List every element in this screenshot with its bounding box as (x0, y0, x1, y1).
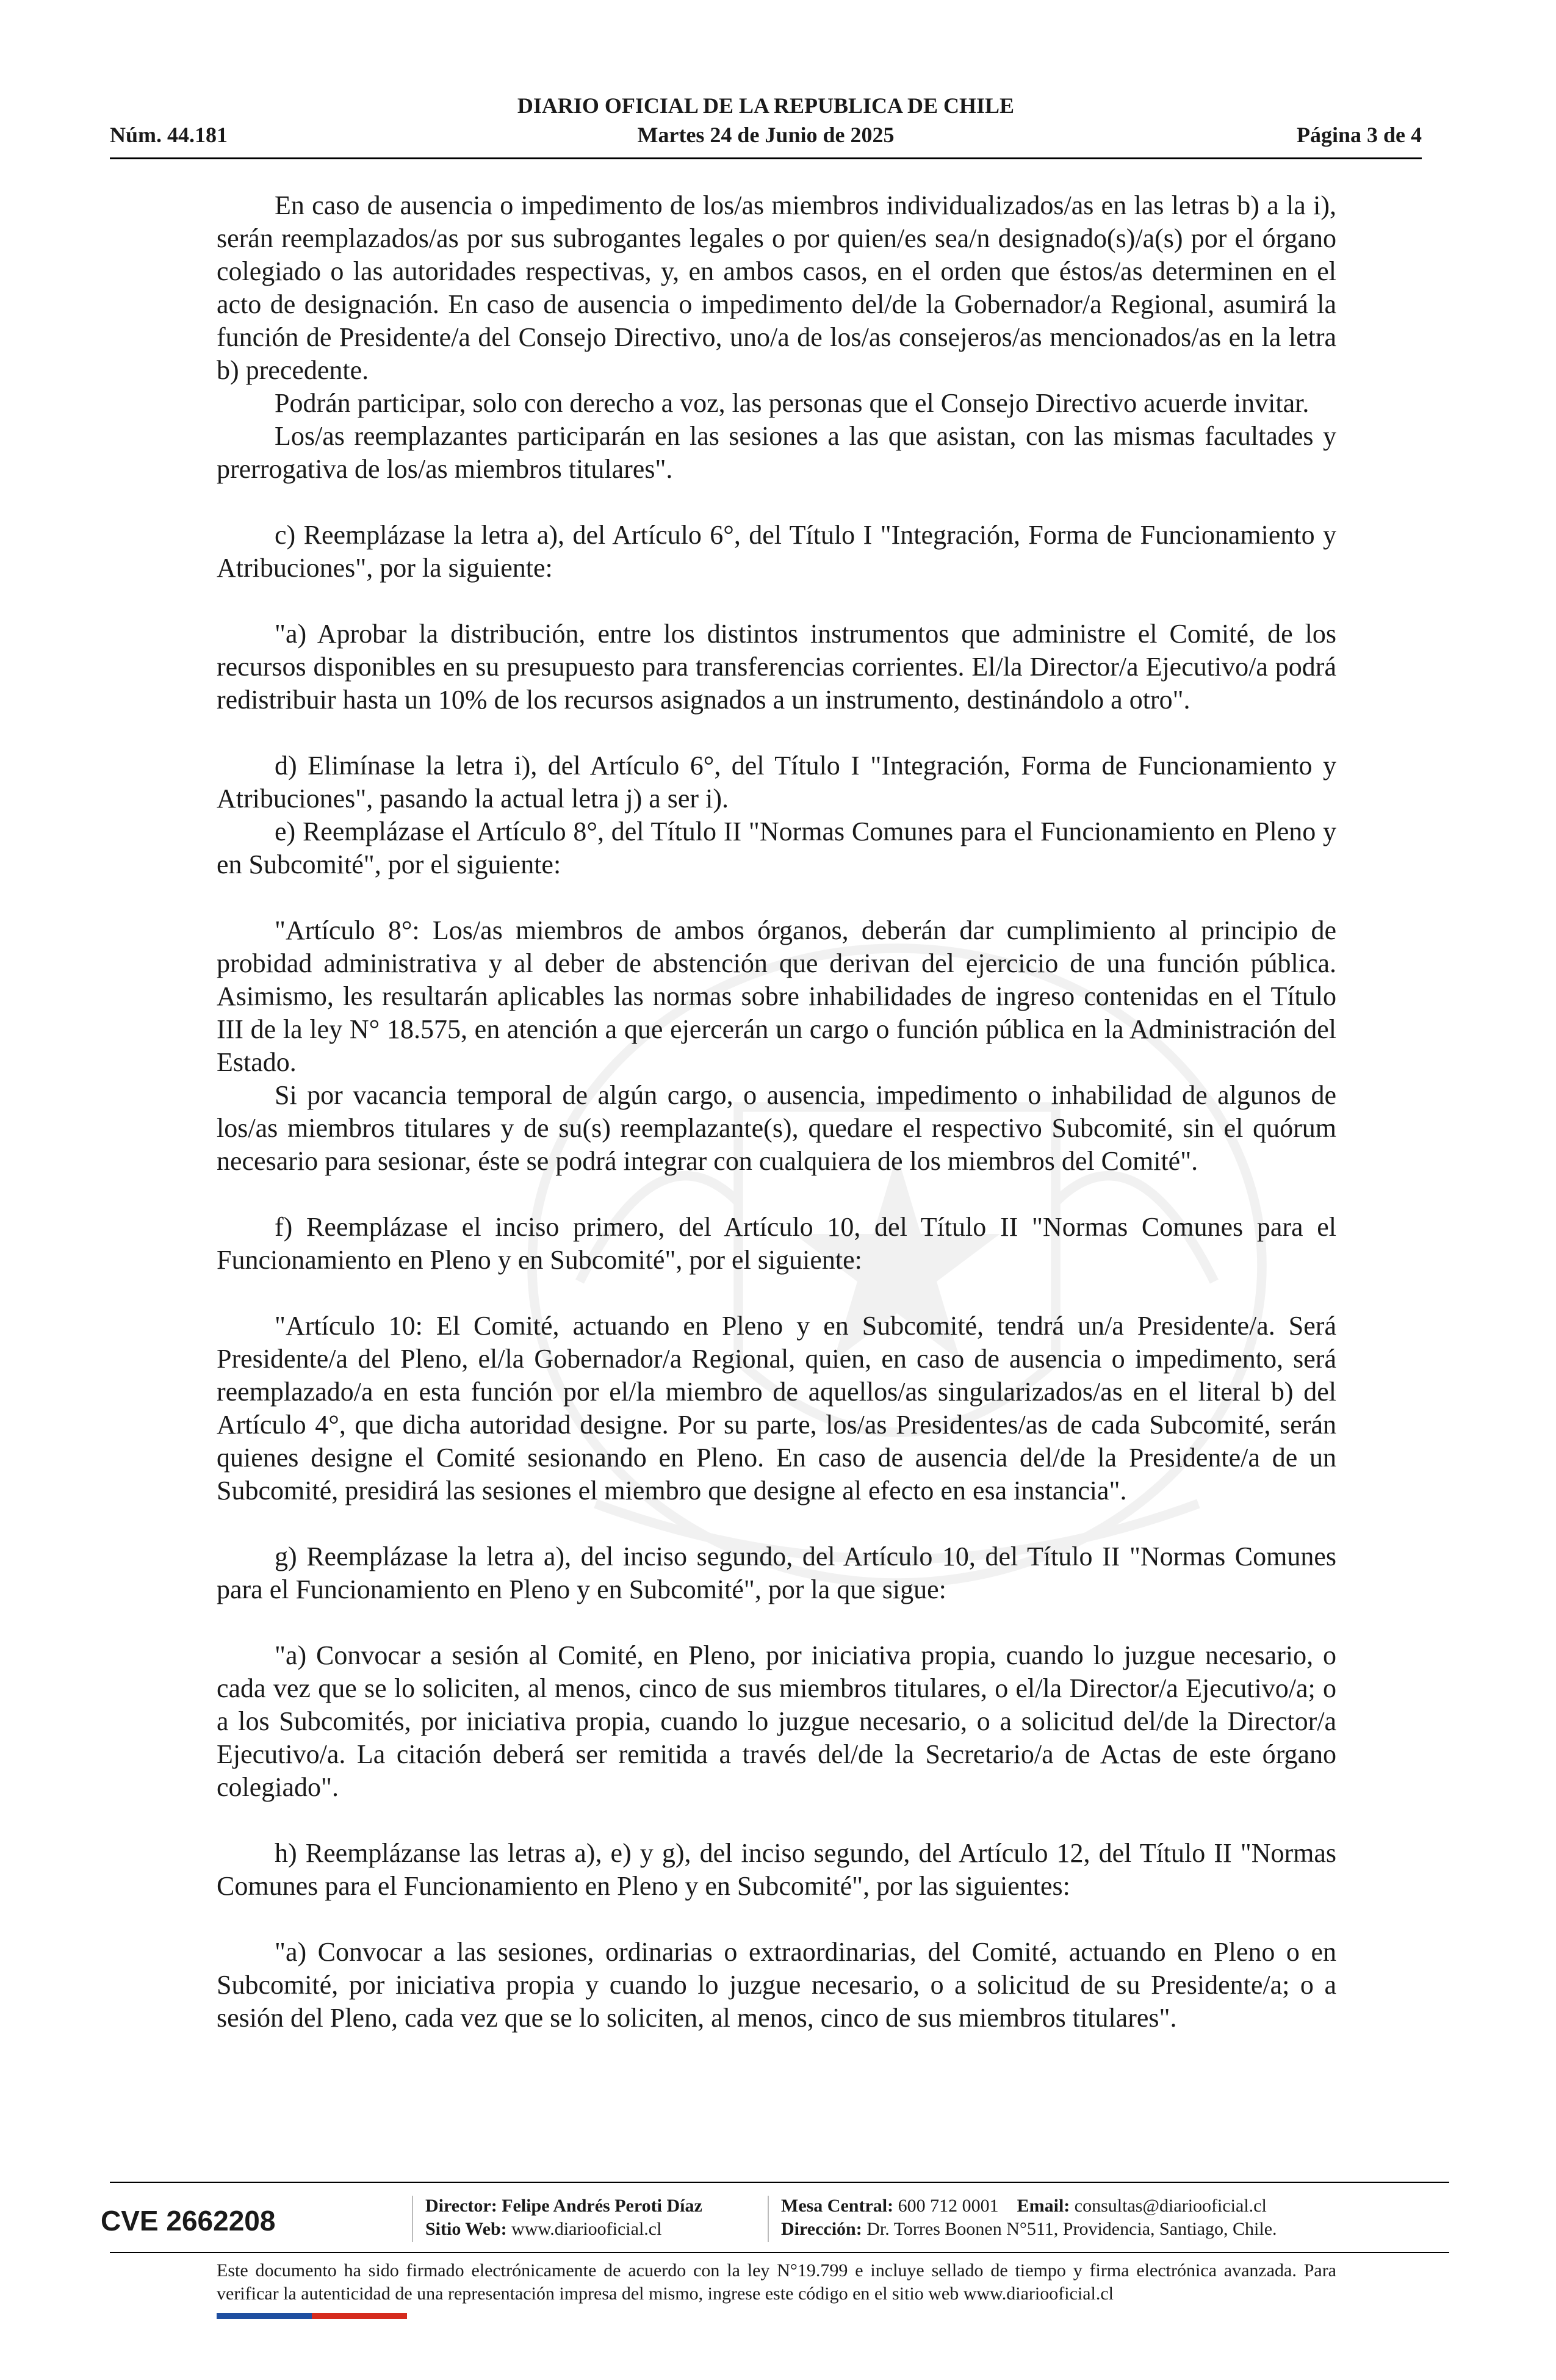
website-label: Sitio Web: (425, 2219, 507, 2239)
director-name: Felipe Andrés Peroti Díaz (502, 2196, 702, 2216)
document-body (217, 189, 1336, 2035)
legal-notice: Este documento ha sido firmado electrónicamente de acuerdo con la ley N°19.799 e incluye sellado de tiempo y firma electrónica avanzada. Para verificar la autenticidad de una representación impresa del mismo, ingrese este código en el sitio web www.diariooficial.cl (217, 2260, 1336, 2304)
body-paragraph: "a) Aprobar la distribución, entre los distintos instrumentos que administre el Comité, de los recursos disponibles en su presupuesto para transferencias corrientes. El/la Director/a Ejecutivo/a podrá redistribuir hasta un 10% de los recursos asignados a un instrumento, destinándolo a otro". (217, 619, 1336, 715)
flag-red-segment (312, 2313, 407, 2319)
footer-divider-top (110, 2182, 1449, 2183)
body-paragraph: "Artículo 8°: Los/as miembros de ambos órganos, deberán dar cumplimiento al principio de probidad administrativa y al deber de abstención que derivan del ejercicio de una función pública. Asimismo, les resultarán aplicables las normas sobre inhabilidades de ingreso contenidas en el Título III de la ley N° 18.575, en atención a que ejercerán un cargo o función pública en la Administración del Estado. (217, 915, 1336, 1077)
issue-number: Núm. 44.181 (110, 123, 228, 147)
page-number: Página 3 de 4 (1296, 123, 1422, 147)
phone-label: Mesa Central: (781, 2196, 894, 2216)
footer-separator (768, 2196, 769, 2242)
body-paragraph: "a) Convocar a sesión al Comité, en Pleno, por iniciativa propia, cuando lo juzgue necesario, o cada vez que se lo soliciten, al menos, cinco de sus miembros titulares, o el/la Director/a Ejecutivo/a; o a los Subcomités, por iniciativa propia, cuando lo juzgue necesario, o a solicitud del/de la Director/a Ejecutivo/a. La citación deberá ser remitida a través del/de la Secretario/a de Actas de este órgano colegiado". (217, 1640, 1336, 1802)
body-paragraph: "a) Convocar a las sesiones, ordinarias o extraordinarias, del Comité, actuando en Pleno o en Subcomité, por iniciativa propia y cuando lo juzgue necesario, o a solicitud de su Presidente/a; o a sesión del Pleno, cada vez que se lo soliciten, al menos, cinco de sus miembros titulares". (217, 1937, 1336, 2033)
body-paragraph: e) Reemplázase el Artículo 8°, del Título II "Normas Comunes para el Funcionamiento en Pleno y en Subcomité", por el siguiente: (217, 817, 1336, 879)
body-paragraph: Los/as reemplazantes participarán en las sesiones a las que asistan, con las mismas facultades y prerrogativa de los/as miembros titulares". (217, 421, 1336, 484)
address-value: Dr. Torres Boonen N°511, Providencia, Santiago, Chile. (866, 2219, 1277, 2239)
body-paragraph: "Artículo 10: El Comité, actuando en Pleno y en Subcomité, tendrá un/a Presidente/a. Será Presidente/a del Pleno, el/la Gobernador/a Regional, quien, en caso de ausencia o impedimento, será reemplazado/a en esta función por el/la miembro de aquellos/as singularizados/as en el literal b) del Artículo 4°, que dicha autoridad designe. Por su parte, los/as Presidentes/as de cada Subcomité, serán quienes designe el Comité sesionando en Pleno. En caso de ausencia del/de la Presidente/a de un Subcomité, presidirá las sesiones el miembro que designe al efecto en esa instancia". (217, 1311, 1336, 1506)
body-paragraph: d) Elimínase la letra i), del Artículo 6°, del Título I "Integración, Forma de Funcionamiento y Atribuciones", pasando la actual letra j) a ser i). (217, 751, 1336, 813)
email-link[interactable]: consultas@diariooficial.cl (1074, 2196, 1267, 2216)
footer-director-block (425, 2194, 702, 2241)
issue-date: Martes 24 de Junio de 2025 (637, 123, 895, 147)
footer-divider-bottom (110, 2252, 1449, 2253)
body-paragraph: Si por vacancia temporal de algún cargo, o ausencia, impedimento o inhabilidad de algunos de los/as miembros titulares y de su(s) reemplazante(s), quedare el respectivo Subcomité, sin el quórum necesario para sesionar, éste se podrá integrar con cualquiera de los miembros del Comité". (217, 1080, 1336, 1176)
footer-separator (412, 2196, 413, 2242)
body-paragraph: En caso de ausencia o impedimento de los/as miembros individualizados/as en las letras b) a la i), serán reemplazados/as por sus subrogantes legales o por quien/es sea/n designado(s)/a(s) por el órgano colegiado o las autoridades respectivas, y, en ambos casos, en el orden que éstos/as determinen en el acto de designación. En caso de ausencia o impedimento del/de la Gobernador/a Regional, asumirá la función de Presidente/a del Consejo Directivo, uno/a de los/as consejeros/as mencionados/as en la letra b) precedente. (217, 190, 1336, 385)
header-divider (110, 157, 1422, 159)
address-label: Dirección: (781, 2219, 862, 2239)
cve-code: CVE 2662208 (101, 2205, 276, 2237)
body-paragraph: h) Reemplázanse las letras a), e) y g), del inciso segundo, del Artículo 12, del Título II "Normas Comunes para el Funcionamiento en Pleno y en Subcomité", por las siguientes: (217, 1838, 1336, 1901)
phone-number: 600 712 0001 (898, 2196, 999, 2216)
footer-contact-block (781, 2194, 1277, 2241)
body-paragraph: Podrán participar, solo con derecho a voz, las personas que el Consejo Directivo acuerde invitar. (275, 388, 1309, 418)
website-link[interactable]: www.diariooficial.cl (511, 2219, 662, 2239)
director-label: Director: (425, 2196, 497, 2216)
newspaper-title: DIARIO OFICIAL DE LA REPUBLICA DE CHILE (517, 93, 1015, 118)
body-paragraph: f) Reemplázase el inciso primero, del Artículo 10, del Título II "Normas Comunes para el Funcionamiento en Pleno y en Subcomité", por el siguiente: (217, 1212, 1336, 1275)
body-paragraph: g) Reemplázase la letra a), del inciso segundo, del Artículo 10, del Título II "Normas Comunes para el Funcionamiento en Pleno y en Subcomité", por la que sigue: (217, 1542, 1336, 1604)
page-header (110, 93, 1422, 159)
email-label: Email: (1017, 2196, 1070, 2216)
chile-flag-stripe (217, 2313, 407, 2319)
body-paragraph: c) Reemplázase la letra a), del Artículo 6°, del Título I "Integración, Forma de Funcionamiento y Atribuciones", por la siguiente: (217, 520, 1336, 583)
flag-blue-segment (217, 2313, 312, 2319)
